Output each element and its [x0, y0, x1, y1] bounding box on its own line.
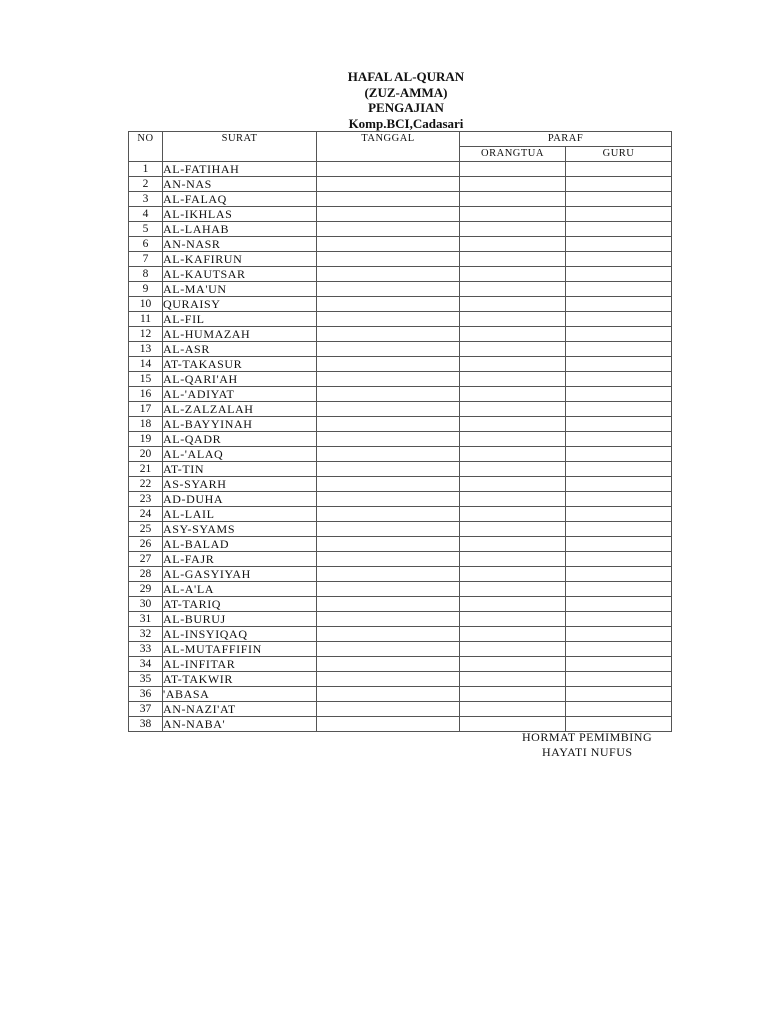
row-number: 1 — [129, 162, 163, 177]
row-number: 20 — [129, 447, 163, 462]
orangtua-paraf-cell — [460, 672, 566, 687]
orangtua-paraf-cell — [460, 312, 566, 327]
tanggal-cell — [317, 282, 460, 297]
surat-name: AL-QADR — [163, 432, 317, 447]
document-title-block — [0, 69, 768, 131]
table-row — [129, 657, 672, 672]
row-number: 18 — [129, 417, 163, 432]
table-row — [129, 282, 672, 297]
header-tanggal: TANGGAL — [317, 132, 460, 162]
orangtua-paraf-cell — [460, 357, 566, 372]
tanggal-cell — [317, 177, 460, 192]
orangtua-paraf-cell — [460, 597, 566, 612]
table-row — [129, 267, 672, 282]
row-number: 15 — [129, 372, 163, 387]
tanggal-cell — [317, 342, 460, 357]
surat-name: AL-'ALAQ — [163, 447, 317, 462]
orangtua-paraf-cell — [460, 642, 566, 657]
orangtua-paraf-cell — [460, 327, 566, 342]
orangtua-paraf-cell — [460, 417, 566, 432]
orangtua-paraf-cell — [460, 207, 566, 222]
guru-paraf-cell — [566, 672, 672, 687]
tanggal-cell — [317, 237, 460, 252]
surat-name: AL-LAIL — [163, 507, 317, 522]
tanggal-cell — [317, 357, 460, 372]
surat-name: AL-FALAQ — [163, 192, 317, 207]
guru-paraf-cell — [566, 477, 672, 492]
guru-paraf-cell — [566, 207, 672, 222]
table-row — [129, 357, 672, 372]
orangtua-paraf-cell — [460, 567, 566, 582]
row-number: 37 — [129, 702, 163, 717]
row-number: 9 — [129, 282, 163, 297]
table-row — [129, 567, 672, 582]
guru-paraf-cell — [566, 642, 672, 657]
tanggal-cell — [317, 192, 460, 207]
surat-name: 'ABASA — [163, 687, 317, 702]
tanggal-cell — [317, 402, 460, 417]
row-number: 35 — [129, 672, 163, 687]
surat-name: ASY-SYAMS — [163, 522, 317, 537]
surat-name: QURAISY — [163, 297, 317, 312]
surat-name: AN-NAZI'AT — [163, 702, 317, 717]
table-row — [129, 522, 672, 537]
tanggal-cell — [317, 417, 460, 432]
tanggal-cell — [317, 222, 460, 237]
orangtua-paraf-cell — [460, 387, 566, 402]
guru-paraf-cell — [566, 387, 672, 402]
row-number: 32 — [129, 627, 163, 642]
surat-name: AL-LAHAB — [163, 222, 317, 237]
row-number: 12 — [129, 327, 163, 342]
header-orangtua: ORANGTUA — [460, 147, 566, 162]
row-number: 5 — [129, 222, 163, 237]
guru-paraf-cell — [566, 357, 672, 372]
surat-name: AL-QARI'AH — [163, 372, 317, 387]
tanggal-cell — [317, 717, 460, 732]
guru-paraf-cell — [566, 282, 672, 297]
surat-name: AL-BURUJ — [163, 612, 317, 627]
surat-name: AL-FIL — [163, 312, 317, 327]
orangtua-paraf-cell — [460, 222, 566, 237]
guru-paraf-cell — [566, 402, 672, 417]
tanggal-cell — [317, 672, 460, 687]
guru-paraf-cell — [566, 342, 672, 357]
surat-name: AN-NASR — [163, 237, 317, 252]
surat-name: AT-TAKASUR — [163, 357, 317, 372]
guru-paraf-cell — [566, 567, 672, 582]
tanggal-cell — [317, 597, 460, 612]
guru-paraf-cell — [566, 192, 672, 207]
row-number: 4 — [129, 207, 163, 222]
table-row — [129, 687, 672, 702]
signoff-block — [510, 730, 680, 760]
guru-paraf-cell — [566, 687, 672, 702]
surat-name: AL-HUMAZAH — [163, 327, 317, 342]
table-row — [129, 597, 672, 612]
tanggal-cell — [317, 702, 460, 717]
guru-paraf-cell — [566, 177, 672, 192]
table-row — [129, 417, 672, 432]
guru-paraf-cell — [566, 552, 672, 567]
surat-name: AL-INSYIQAQ — [163, 627, 317, 642]
orangtua-paraf-cell — [460, 687, 566, 702]
table-row — [129, 537, 672, 552]
table-row — [129, 192, 672, 207]
guru-paraf-cell — [566, 537, 672, 552]
surat-name: AD-DUHA — [163, 492, 317, 507]
surat-name: AL-A'LA — [163, 582, 317, 597]
table-row — [129, 672, 672, 687]
row-number: 19 — [129, 432, 163, 447]
table-row — [129, 372, 672, 387]
surat-name: AT-TAKWIR — [163, 672, 317, 687]
surat-name: AL-BALAD — [163, 537, 317, 552]
row-number: 13 — [129, 342, 163, 357]
guru-paraf-cell — [566, 627, 672, 642]
table-row — [129, 582, 672, 597]
tanggal-cell — [317, 162, 460, 177]
row-number: 26 — [129, 537, 163, 552]
tanggal-cell — [317, 252, 460, 267]
orangtua-paraf-cell — [460, 522, 566, 537]
orangtua-paraf-cell — [460, 297, 566, 312]
surat-name: AL-FATIHAH — [163, 162, 317, 177]
header-no: NO — [129, 132, 163, 162]
tanggal-cell — [317, 462, 460, 477]
table-row — [129, 252, 672, 267]
orangtua-paraf-cell — [460, 657, 566, 672]
tanggal-cell — [317, 267, 460, 282]
table-row — [129, 492, 672, 507]
tanggal-cell — [317, 372, 460, 387]
guru-paraf-cell — [566, 582, 672, 597]
guru-paraf-cell — [566, 327, 672, 342]
tanggal-cell — [317, 627, 460, 642]
orangtua-paraf-cell — [460, 432, 566, 447]
surat-name: AN-NAS — [163, 177, 317, 192]
guru-paraf-cell — [566, 612, 672, 627]
table-row — [129, 447, 672, 462]
tanggal-cell — [317, 492, 460, 507]
table-row — [129, 297, 672, 312]
guru-paraf-cell — [566, 702, 672, 717]
tanggal-cell — [317, 642, 460, 657]
table-row — [129, 312, 672, 327]
row-number: 27 — [129, 552, 163, 567]
table-row — [129, 462, 672, 477]
surat-name: AL-KAFIRUN — [163, 252, 317, 267]
orangtua-paraf-cell — [460, 177, 566, 192]
tanggal-cell — [317, 207, 460, 222]
guru-paraf-cell — [566, 597, 672, 612]
memorization-table — [128, 131, 672, 732]
tanggal-cell — [317, 387, 460, 402]
table-row — [129, 642, 672, 657]
row-number: 29 — [129, 582, 163, 597]
table-row — [129, 342, 672, 357]
guru-paraf-cell — [566, 237, 672, 252]
orangtua-paraf-cell — [460, 552, 566, 567]
title-line-4: Komp.BCI,Cadasari — [348, 115, 464, 131]
tanggal-cell — [317, 507, 460, 522]
row-number: 30 — [129, 597, 163, 612]
tanggal-cell — [317, 552, 460, 567]
orangtua-paraf-cell — [460, 507, 566, 522]
guru-paraf-cell — [566, 462, 672, 477]
header-surat: SURAT — [163, 132, 317, 162]
orangtua-paraf-cell — [460, 402, 566, 417]
title-line-3: PENGAJIAN — [368, 100, 444, 115]
orangtua-paraf-cell — [460, 342, 566, 357]
row-number: 2 — [129, 177, 163, 192]
tanggal-cell — [317, 567, 460, 582]
guru-paraf-cell — [566, 447, 672, 462]
guru-paraf-cell — [566, 492, 672, 507]
signoff-title: HORMAT PEMIMBING — [522, 730, 653, 744]
tanggal-cell — [317, 297, 460, 312]
orangtua-paraf-cell — [460, 447, 566, 462]
tanggal-cell — [317, 687, 460, 702]
orangtua-paraf-cell — [460, 702, 566, 717]
header-guru: GURU — [566, 147, 672, 162]
table-row — [129, 237, 672, 252]
row-number: 33 — [129, 642, 163, 657]
tanggal-cell — [317, 477, 460, 492]
guru-paraf-cell — [566, 432, 672, 447]
guru-paraf-cell — [566, 522, 672, 537]
table-row — [129, 387, 672, 402]
tanggal-cell — [317, 582, 460, 597]
signoff-name: HAYATI NUFUS — [542, 745, 633, 759]
guru-paraf-cell — [566, 252, 672, 267]
tanggal-cell — [317, 327, 460, 342]
orangtua-paraf-cell — [460, 582, 566, 597]
row-number: 36 — [129, 687, 163, 702]
row-number: 7 — [129, 252, 163, 267]
table-row — [129, 507, 672, 522]
table-row — [129, 327, 672, 342]
title-line-2: (ZUZ-AMMA) — [364, 84, 448, 100]
orangtua-paraf-cell — [460, 237, 566, 252]
table-row — [129, 627, 672, 642]
guru-paraf-cell — [566, 507, 672, 522]
orangtua-paraf-cell — [460, 627, 566, 642]
table-row — [129, 552, 672, 567]
table-row — [129, 207, 672, 222]
row-number: 21 — [129, 462, 163, 477]
guru-paraf-cell — [566, 657, 672, 672]
row-number: 34 — [129, 657, 163, 672]
header-paraf: PARAF — [460, 132, 672, 147]
tanggal-cell — [317, 522, 460, 537]
tanggal-cell — [317, 612, 460, 627]
surat-name: AL-BAYYINAH — [163, 417, 317, 432]
surat-name: AL-ASR — [163, 342, 317, 357]
surat-name: AL-MUTAFFIFIN — [163, 642, 317, 657]
table-row — [129, 402, 672, 417]
orangtua-paraf-cell — [460, 492, 566, 507]
row-number: 8 — [129, 267, 163, 282]
surat-name: AL-KAUTSAR — [163, 267, 317, 282]
row-number: 38 — [129, 717, 163, 732]
surat-name: AL-'ADIYAT — [163, 387, 317, 402]
table-body — [129, 162, 672, 732]
row-number: 3 — [129, 192, 163, 207]
tanggal-cell — [317, 537, 460, 552]
row-number: 24 — [129, 507, 163, 522]
orangtua-paraf-cell — [460, 372, 566, 387]
row-number: 31 — [129, 612, 163, 627]
orangtua-paraf-cell — [460, 192, 566, 207]
surat-name: AT-TIN — [163, 462, 317, 477]
orangtua-paraf-cell — [460, 612, 566, 627]
table-row — [129, 432, 672, 447]
row-number: 6 — [129, 237, 163, 252]
guru-paraf-cell — [566, 372, 672, 387]
surat-name: AS-SYARH — [163, 477, 317, 492]
orangtua-paraf-cell — [460, 477, 566, 492]
orangtua-paraf-cell — [460, 462, 566, 477]
guru-paraf-cell — [566, 162, 672, 177]
tanggal-cell — [317, 312, 460, 327]
title-line-1: HAFAL AL-QURAN — [347, 69, 465, 84]
tanggal-cell — [317, 432, 460, 447]
guru-paraf-cell — [566, 297, 672, 312]
surat-name: AN-NABA' — [163, 717, 317, 732]
surat-name: AL-INFITAR — [163, 657, 317, 672]
orangtua-paraf-cell — [460, 252, 566, 267]
guru-paraf-cell — [566, 417, 672, 432]
table-row — [129, 702, 672, 717]
row-number: 14 — [129, 357, 163, 372]
table-row — [129, 222, 672, 237]
surat-name: AT-TARIQ — [163, 597, 317, 612]
row-number: 16 — [129, 387, 163, 402]
surat-name: AL-IKHLAS — [163, 207, 317, 222]
guru-paraf-cell — [566, 312, 672, 327]
surat-name: AL-ZALZALAH — [163, 402, 317, 417]
surat-name: AL-MA'UN — [163, 282, 317, 297]
table-row — [129, 162, 672, 177]
row-number: 25 — [129, 522, 163, 537]
row-number: 22 — [129, 477, 163, 492]
table-row — [129, 612, 672, 627]
orangtua-paraf-cell — [460, 162, 566, 177]
guru-paraf-cell — [566, 222, 672, 237]
table-row — [129, 477, 672, 492]
table-row — [129, 177, 672, 192]
row-number: 10 — [129, 297, 163, 312]
row-number: 23 — [129, 492, 163, 507]
orangtua-paraf-cell — [460, 537, 566, 552]
surat-name: AL-GASYIYAH — [163, 567, 317, 582]
guru-paraf-cell — [566, 267, 672, 282]
orangtua-paraf-cell — [460, 267, 566, 282]
row-number: 11 — [129, 312, 163, 327]
tanggal-cell — [317, 447, 460, 462]
surat-name: AL-FAJR — [163, 552, 317, 567]
orangtua-paraf-cell — [460, 282, 566, 297]
row-number: 28 — [129, 567, 163, 582]
row-number: 17 — [129, 402, 163, 417]
tanggal-cell — [317, 657, 460, 672]
